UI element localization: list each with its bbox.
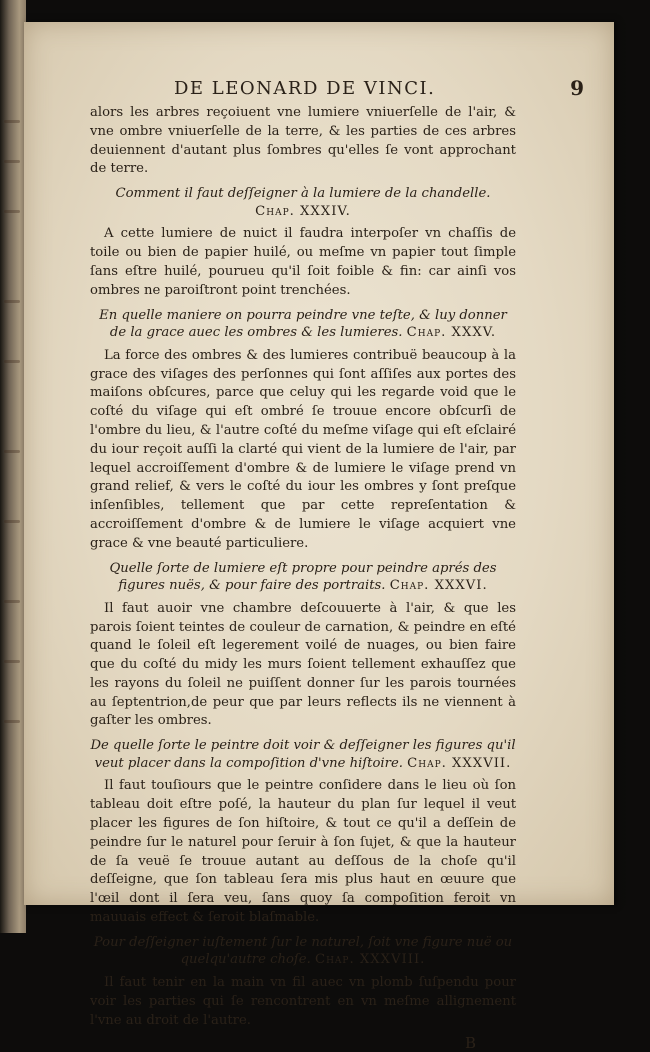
page-number: 9 bbox=[570, 76, 584, 100]
paragraph: Il faut tenir en la main vn fil auec vn plomb ſuſpendu pour voir les parties qui ſe rencontrent en vn meſme allignement l'vne au droit de l'autre. bbox=[90, 975, 516, 1028]
chapter-title: En quelle maniere on pourra peindre vne teſte, & luy donner de la grace auec les ombres & les lumieres. bbox=[99, 307, 507, 341]
running-head: DE LEONARD DE VINCI. bbox=[174, 78, 436, 99]
book-page bbox=[24, 22, 614, 1052]
chapter-number: Chap. XXXV. bbox=[406, 325, 497, 341]
chapter-heading bbox=[90, 560, 516, 595]
chapter-title: Pour deſſeigner iuſtement ſur le naturel, ſoit vne figure nuë ou quelqu'autre choſe. bbox=[93, 934, 513, 968]
chapter-heading bbox=[90, 934, 516, 969]
chapter-number: Chap. XXXVII. bbox=[407, 755, 512, 771]
paragraph: alors les arbres reçoiuent vne lumiere vniuerſelle de l'air, & vne ombre vniuerſelle de la terre, & les parties de ces arbres deuiennent d'autant plus ſombres qu'elles ſe vont approchant de terre. bbox=[90, 105, 516, 177]
chapter-title: De quelle ſorte le peintre doit voir & deſſeigner les figures qu'il veut placer dans la compoſition d'vne hiſtoire. bbox=[90, 738, 516, 771]
paragraph: La force des ombres & des lumieres contribuë beaucoup à la grace des viſages des perſonnes qui ſont aſſiſes aux portes des maiſons obſcures, parce que celuy qui les regarde void que le coſté du viſage qui eſt ombré ſe trouue encore obſcurſi de l'ombre du lieu, & l'autre coſté du meſme viſage qui eſt eſclairé du iour reçoit auſſi la clarté qui vient de la lumiere de l'air, par lequel accroiſſement d'ombre & de lumiere le viſage prend vn grand relief, & vers le coſté du iour les ombres y ſont preſque inſenſibles, tellement que par cette repreſentation & accroiſſement d'ombre & de lumiere le viſage acquiert vne grace & vne beauté particuliere. bbox=[90, 347, 516, 551]
chapter-number: Chap. XXXVIII. bbox=[314, 952, 426, 968]
page-gutter-shadow bbox=[614, 0, 650, 933]
chapter-heading bbox=[90, 185, 516, 220]
chapter-title: Comment il faut deſſeigner à la lumiere de la chandelle. bbox=[115, 186, 491, 202]
text-block bbox=[90, 104, 516, 1052]
chapter-heading bbox=[90, 307, 516, 342]
paragraph: A cette lumiere de nuict il faudra interpoſer vn chaſſis de toile ou bien de papier huilé, ou meſme vn papier tout ſimple ſans eſtre huilé, pourueu qu'il ſoit foible & fin: car ainſi vos ombres ne paroiſtront point trenchées. bbox=[90, 226, 516, 298]
chapter-title: Quelle ſorte de lumiere eſt propre pour peindre aprés des figures nuës, & pour faire des portraits. bbox=[109, 560, 497, 594]
chapter-number: Chap. XXXIV. bbox=[255, 203, 351, 219]
paragraph: Il faut auoir vne chambre deſcouuerte à l'air, & que les parois ſoient teintes de couleur de carnation, & peindre en eſté quand le ſoleil eſt legerement voilé de nuages, ou bien faire que du coſté du midy les murs ſoient tellement exhauſſez que les rayons du ſoleil ne puiſſent donner ſur les parois tournées au ſeptentrion,de peur que par leurs reflects ils ne viennent à gaſter les ombres. bbox=[90, 600, 516, 729]
page-header bbox=[174, 78, 584, 102]
chapter-heading bbox=[90, 737, 516, 772]
chapter-number: Chap. XXXVI. bbox=[389, 578, 488, 594]
signature-mark: B bbox=[464, 1034, 476, 1052]
paragraph: Il faut touſiours que le peintre conſidere dans le lieu où ſon tableau doit eſtre poſé, la hauteur du plan ſur lequel il veut placer les figures de ſon hiſtoire, & tout ce qu'il a deſſein de peindre ſur le naturel pour ſeruir à ſon ſujet, & que la hauteur de ſa veuë ſe trouue autant au deſſous de la choſe qu'il deſſeigne, que ſon tableau ſera mis plus haut en œuure que l'œil dont il ſera veu, ſans quoy ſa compoſition feroit vn mauuais effect & ſeroit blaſmable. bbox=[90, 778, 516, 926]
adjacent-page-edge bbox=[0, 0, 26, 933]
